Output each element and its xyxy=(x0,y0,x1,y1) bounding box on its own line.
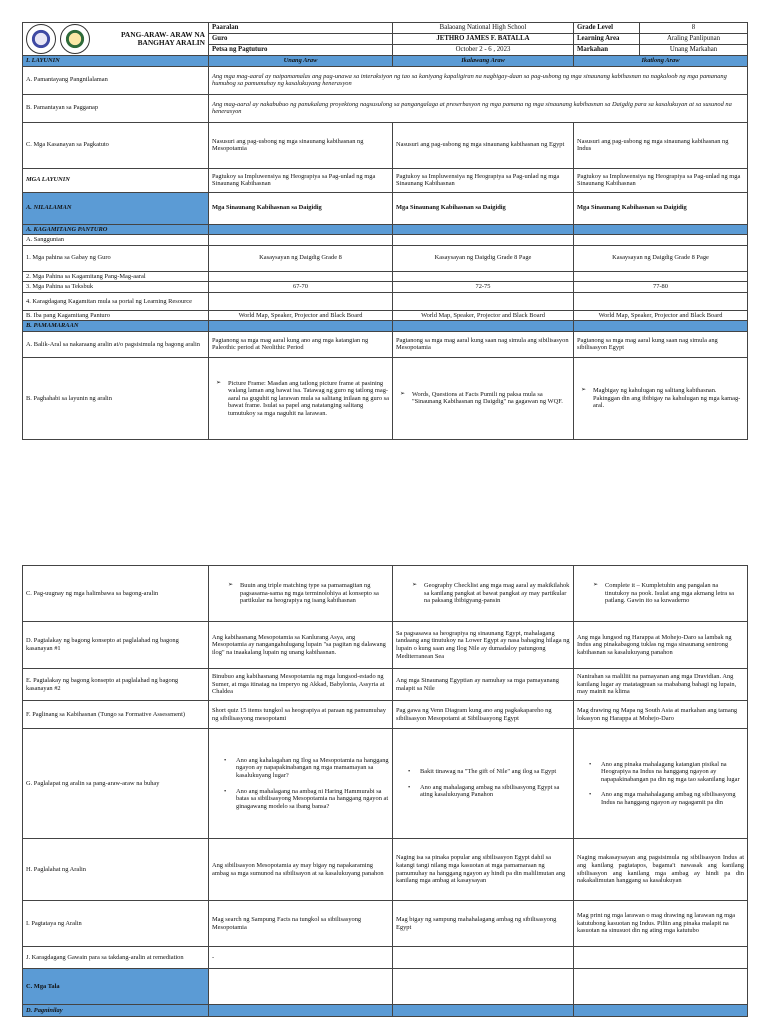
title-line2: BANGHAY ARALIN xyxy=(137,38,205,48)
mga-layunin-day3: Pagtukoy sa Impluwensiya ng Heograpiya sa Pag-unlad ng mga Sinaunang Kabihasnan xyxy=(574,168,748,192)
kasanayan-day3: Nasusuri ang pag-usbong ng mga sinaunang kabihasnan ng Indus xyxy=(574,122,748,168)
paglalahat-day2: Naging isa sa pinaka popular ang sibilisasyon Egypt dahil sa katangi tangi nilang mga kasuotan at mga pamamaraan ng pamumuhay na hanggang ngayon ay hindi pa din malilimutan ang kanilang mga ambag at kasaysayan xyxy=(393,839,574,901)
kagamitang-mag-aaral-label: 2. Mga Pahina sa Kagamitang Pang-Mag-aaral xyxy=(23,271,209,282)
blank-cell xyxy=(393,271,574,282)
sanggunian-label: A. Sanggunian xyxy=(23,235,209,246)
markahan-value: Unang Markahan xyxy=(640,45,748,56)
gabay-guro-day2: Kasaysayan ng Daigdig Grade 8 Page xyxy=(393,245,574,271)
pagtataya-day1: Mag search ng Sampung Facts na tungkol sa sibilisasyong Mesopotamia xyxy=(209,901,393,947)
blank-cell xyxy=(393,235,574,246)
paglalapat-label: G. Paglalapat ng aralin sa pang-araw-araw na buhay xyxy=(23,729,209,839)
paaralan-label: Paaralan xyxy=(209,23,393,34)
balik-aral-day1: Pagtanong sa mga mag aaral kung ano ang mga katangian ng Paleothic period at Neolithic Period xyxy=(209,331,393,357)
grade-level-label: Grade Level xyxy=(574,23,640,34)
karagdagang-gawain-label: J. Karagdagang Gawain para sa takdang-aralin at remediation xyxy=(23,947,209,969)
blank-cell xyxy=(574,321,748,332)
guro-value: JETHRO JAMES F. BATALLA xyxy=(393,34,574,45)
blank-cell xyxy=(209,321,393,332)
blank-cell xyxy=(209,224,393,235)
pag-uugnay-day3-item: ➢ Complete it – Kumpletuhin ang pangalan na tinutukoy na pook. Isulat ang mga akmang letra sa patlang. Gawin ito sa kuwaderno xyxy=(599,582,744,605)
pag-uugnay-day1 xyxy=(209,566,393,622)
pag-uugnay-day3 xyxy=(574,566,748,622)
gabay-guro-label: 1. Mga pahina sa Gabay ng Guro xyxy=(23,245,209,271)
pag-uugnay-label: C. Pag-uugnay ng mga halimbawa sa bagong-aralin xyxy=(23,566,209,622)
petsa-label: Petsa ng Pagtuturo xyxy=(209,45,393,56)
nilalaman-day2: Mga Sinaunang Kabihasnan sa Daigidig xyxy=(393,192,574,224)
paghahabi-day3-item: ➢ Magbigay ng kahulugan ng salitang kabihasnan. Pakinggan din ang ibibigay na kahulugan ng mga kamag-aral. xyxy=(587,387,744,410)
paglalapat-day3 xyxy=(574,729,748,839)
lesson-plan-table-page1 xyxy=(22,22,748,440)
blank-cell xyxy=(393,947,574,969)
pag-uugnay-day1-item: ➢ Buuin ang triple matching type sa pamamagitan ng pagsasama-sama ng mga terminolohiya at konsepto sa partikular na heograpiya ng isang kabihasnan xyxy=(234,582,389,605)
blank-cell xyxy=(574,235,748,246)
paglalapat-day1-q2: • Ano ang mahalagang na ambag ni Haring Hammurabi sa batas sa sibilisasyong Mesopotamia na hanggang ngayon at ginagawang modelo sa ibang bansa? xyxy=(230,788,389,811)
day-2-header: Ikalawang Araw xyxy=(393,56,574,67)
title-line1: PANG-ARAW- ARAW NA xyxy=(120,29,205,39)
mga-layunin-day2: Pagtukoy sa Impluwensiya ng Heograpiya sa Pag-unlad ng mga Sinaunang Kabihasnan xyxy=(393,168,574,192)
gabay-guro-day3: Kasaysayan ng Daigdig Grade 8 Page xyxy=(574,245,748,271)
blank-cell xyxy=(393,321,574,332)
paglalapat-day1 xyxy=(209,729,393,839)
pag-uugnay-day2-item: ➢ Geography Checklist ang mga mag aaral ay makikilahok sa kanilang pangkat at bawat pangkat ay may partikular na paksang ibibigyang-pansin xyxy=(418,582,570,605)
paglinang-label: F. Paglinang sa Kabihasnan (Tungo sa Formative Assessment) xyxy=(23,701,209,729)
blank-cell xyxy=(574,969,748,1005)
mga-layunin-day1: Pagtukoy sa Impluwensiya ng Heograpiya sa Pag-unlad ng mga Sinaunang Kabihasnan xyxy=(209,168,393,192)
iba-pang-kagamitan-day1: World Map, Speaker, Projector and Black Board xyxy=(209,310,393,321)
balik-aral-day3: Pagtanong sa mga mag aaral kung saan nag simula ang sibilisasyon Egypt xyxy=(574,331,748,357)
blank-cell xyxy=(393,292,574,310)
pagninilay-label: D. Pagninilay xyxy=(23,1005,209,1017)
kasanayan-day2: Nasusuri ang pag-usbong ng mga sinaunang kabihasnan ng Egypt xyxy=(393,122,574,168)
pagtalakay-2-day3: Nanirahan sa maliliit na pamayanan ang mga Dravidian. Ang kanilang lugar ay matatagpuan sa mababang bahagi ng lupain, may mainit na klima xyxy=(574,669,748,701)
balik-aral-label: A. Balik-Aral sa nakaraang aralin at/o pagsisimula ng bagong aralin xyxy=(23,331,209,357)
pamantayan-pagganap-text: Ang mag-aaral ay nakabubuo ng panukalang proyektong nagsusulong sa pangangalaga at preserbasyon ng mga pamana ng mga sinaunang kabihasnan sa Daigdig para sa kasalukuyan at sa susunod na henerasyon xyxy=(209,94,748,122)
pamantayan-pagganap-label: B. Pamantayan sa Pagganap xyxy=(23,94,209,122)
teksbuk-day1: 67-70 xyxy=(209,282,393,293)
blank-cell xyxy=(209,271,393,282)
blank-cell xyxy=(574,271,748,282)
teksbuk-day3: 77-80 xyxy=(574,282,748,293)
paghahabi-label: B. Paghahabi sa layunin ng aralin xyxy=(23,357,209,439)
division-seal-logo xyxy=(60,24,90,54)
day-1-header: Unang Araw xyxy=(209,56,393,67)
section-layunin: I. LAYUNIN xyxy=(23,56,209,67)
petsa-value: October 2 - 6 , 2023 xyxy=(393,45,574,56)
pagtalakay-1-day2: Sa pagsasawa sa heograpiya ng sinaunang Egypt, mahalagang tandaang ang tinutukoy na Lower Egypt ay nasa bahaging hilaga ng lupain o kung saan ang Ilog Nile ay dumadaloy patungong Mediterranean Sea xyxy=(393,622,574,669)
gabay-guro-day1: Kasaysayan ng Daigdig Grade 8 xyxy=(209,245,393,271)
paglalapat-day2-q2: • Ano ang mahalagang ambag na sibilisasyong Egypt sa ating kasalukuyang Panahon xyxy=(414,784,570,799)
pagtataya-label: I. Pagtataya ng Aralin xyxy=(23,901,209,947)
blank-cell xyxy=(393,1005,574,1017)
paglalapat-day2-q1: • Bakit tinawag na "The gift of Nile" ang ilog sa Egypt xyxy=(414,768,570,776)
blank-cell xyxy=(574,292,748,310)
learning-resource-label: 4. Karagdagang Kagamitan mula sa portal ng Learning Resource xyxy=(23,292,209,310)
paglalahat-day1: Ang sibilisasyon Mesopotamia ay may bigay ng napakaraming ambag sa mga sumunod na sibilisayon at sa kasalukuyang panahon xyxy=(209,839,393,901)
paghahabi-day2-item: ➢ Words, Questions at Facts Pumili ng paksa mula sa "Sinaunang Kabihasnan ng Daigdig" na gagawan ng WQF. xyxy=(406,391,570,406)
learning-area-value: Araling Panlipunan xyxy=(640,34,748,45)
markahan-label: Markahan xyxy=(574,45,640,56)
blank-cell xyxy=(209,235,393,246)
paglalahat-day3: Naging makasaysayan ang pagsisimula ng sibilisasyon Indus at ang kanilang pagtatapos, bagama't nawasak ang kanilang sibilisasyon ang kanilang mga ambag ay hindi pa din nakakalimutan hanggang sa kasalukuyan xyxy=(574,839,748,901)
day-3-header: Ikatlong Araw xyxy=(574,56,748,67)
learning-area-label: Learning Area xyxy=(574,34,640,45)
nilalaman-day3: Mga Sinaunang Kabihasnan sa Daigidig xyxy=(574,192,748,224)
paglinang-day3: Mag drawing ng Mapa ng South Asia at markahan ang tamang lokasyon ng Harappa at Mohejo-Daro xyxy=(574,701,748,729)
paglalapat-day3-q2: • Ano ang mga mahahalagang ambag ng sibilisasyong Indus na hanggang ngayon ay nagagamit pa din xyxy=(595,791,744,806)
nilalaman-day1: Mga Sinaunang Kabihasnan sa Daigidig xyxy=(209,192,393,224)
pagtataya-day3: Mag print ng mga larawan o mag drawing ng larawan ng mga katutubong kasuotan ng Indus. Piliin ang pinaka malapit na kasuotan na sinusuot din ng ating mga katutubo xyxy=(574,901,748,947)
paglalapat-day1-q1: • Ano ang kahalagahan ng Ilog sa Mesopotamia na hanggang ngayon ay napapakinabangan ng mga mamamayan sa kasalukuyang lugar? xyxy=(230,757,389,780)
pamantayang-pangnilalaman-label: A. Pamantayang Pangnilalaman xyxy=(23,66,209,94)
pagtalakay-1-day3: Ang mga lungsod ng Harappa at Mohejo-Daro sa lambak ng Indus ang pinakabagong tuklas ng mga sinaunang sentrong kabihasnan sa kasalukuyang panahon xyxy=(574,622,748,669)
grade-level-value: 8 xyxy=(640,23,748,34)
header-title-block xyxy=(23,23,209,56)
kasanayan-label: C. Mga Kasanayan sa Pagkatuto xyxy=(23,122,209,168)
paglinang-day1: Short quiz 15 items tungkol sa heograpiya at paraan ng pamumuhay ng sibilisasyong mesopotami xyxy=(209,701,393,729)
paglalapat-day3-q1: • Ano ang pinaka mahalagang katangian pisikal na Heograpiya na Indus na hanggang ngayon ay napapakinabangan pa din ng mga tao sakanilang lugar xyxy=(595,761,744,784)
blank-cell xyxy=(574,1005,748,1017)
guro-label: Guro xyxy=(209,34,393,45)
paghahabi-day3 xyxy=(574,357,748,439)
kagamitang-panturo-label: A. KAGAMITANG PANTURO xyxy=(23,224,209,235)
pagtalakay-2-day2: Ang mga Sinaunang Egyptian ay namuhay sa mga pamayanang malapit sa Nile xyxy=(393,669,574,701)
pamantayang-pangnilalaman-text: Ang mga mag-aaral ay naipamamalas ang pag-unawa sa interaksiyon ng tao sa kaniyang kapaligiran na nagbigay-daan sa pag-usbong ng mga sinaunang kabihasnan na nagkaloob ng mga pamanang humubog sa pamumuhay ng kasalukuyang henerasyon xyxy=(209,66,748,94)
pagtalakay-1-day1: Ang kabihasnang Mesopotamia sa Kanlurang Asya, ang Mesopotamia ay nangangahulugang lupain "sa pagitan ng dalawang ilog" na inaakalang lupain ng unang kabihasnan. xyxy=(209,622,393,669)
mga-tala-label: C. Mga Tala xyxy=(23,969,209,1005)
iba-pang-kagamitan-day2: World Map, Speaker, Projector and Black Board xyxy=(393,310,574,321)
balik-aral-day2: Pagtanong sa mga mag aaral kung saan nag simula ang sibilisasyon Mesopotamia xyxy=(393,331,574,357)
blank-cell xyxy=(209,969,393,1005)
kasanayan-day1: Nasusuri ang pag-usbong ng mga sinaunang kabihasnan ng Mesopotamia xyxy=(209,122,393,168)
pagtalakay-2-day1: Binubuo ang kabihasnang Mesopotamia ng mga lungsod-estado ng Sumer, at mga itinatag na imperyo ng Akkad, Babylonia, Assyria at Chaldea xyxy=(209,669,393,701)
iba-pang-kagamitan-day3: World Map, Speaker, Projector and Black Board xyxy=(574,310,748,321)
paghahabi-day1-item: ➢ Picture Frame: Masdan ang tatlong picture frame at pasining walang laman ang bawat isa. Tatawag ng guro ng tatlong mag-aaral na guguhit ng larawan mula sa salitang inilaan ng guro sa bawat frame. Isulat sa papel ang natatanging salitang tumutukoy sa mga naguhit na larawan. xyxy=(222,380,389,418)
paaralan-value: Balaoang National High School xyxy=(393,23,574,34)
paglalapat-day2 xyxy=(393,729,574,839)
pagtataya-day2: Mag bigay ng sampung mahahalagang ambag ng sibilisasyong Egypt xyxy=(393,901,574,947)
pamamaraan-label: B. PAMAMARAAN xyxy=(23,321,209,332)
pagtalakay-1-label: D. Pagtalakay ng bagong konsepto at paglalahad ng bagong kasanayan #1 xyxy=(23,622,209,669)
blank-cell xyxy=(393,224,574,235)
blank-cell xyxy=(209,292,393,310)
mga-layunin-label: MGA LAYUNIN xyxy=(23,168,209,192)
lesson-plan-table-page2 xyxy=(22,565,748,1017)
pag-uugnay-day2 xyxy=(393,566,574,622)
blank-cell xyxy=(393,969,574,1005)
teksbuk-day2: 72-75 xyxy=(393,282,574,293)
iba-pang-kagamitan-label: B. Iba pang Kagamitang Panturo xyxy=(23,310,209,321)
karagdagang-gawain-day1: - xyxy=(209,947,393,969)
teksbuk-label: 3. Mga Pahina sa Teksbuk xyxy=(23,282,209,293)
paghahabi-day2 xyxy=(393,357,574,439)
nilalaman-label: A. NILALAMAN xyxy=(23,192,209,224)
pagtalakay-2-label: E. Pagtalakay ng bagong konsepto at paglalahad ng bagong kasanayan #2 xyxy=(23,669,209,701)
paghahabi-day1 xyxy=(209,357,393,439)
blank-cell xyxy=(574,947,748,969)
blank-cell xyxy=(574,224,748,235)
paglinang-day2: Pag gawa ng Venn Diagram kung ano ang pagkakapareho ng sibilisasyon Mesopotami at Sibilisasyong Egypt xyxy=(393,701,574,729)
deped-seal-logo xyxy=(26,24,56,54)
paglalahat-label: H. Paglalahat ng Aralin xyxy=(23,839,209,901)
blank-cell xyxy=(209,1005,393,1017)
